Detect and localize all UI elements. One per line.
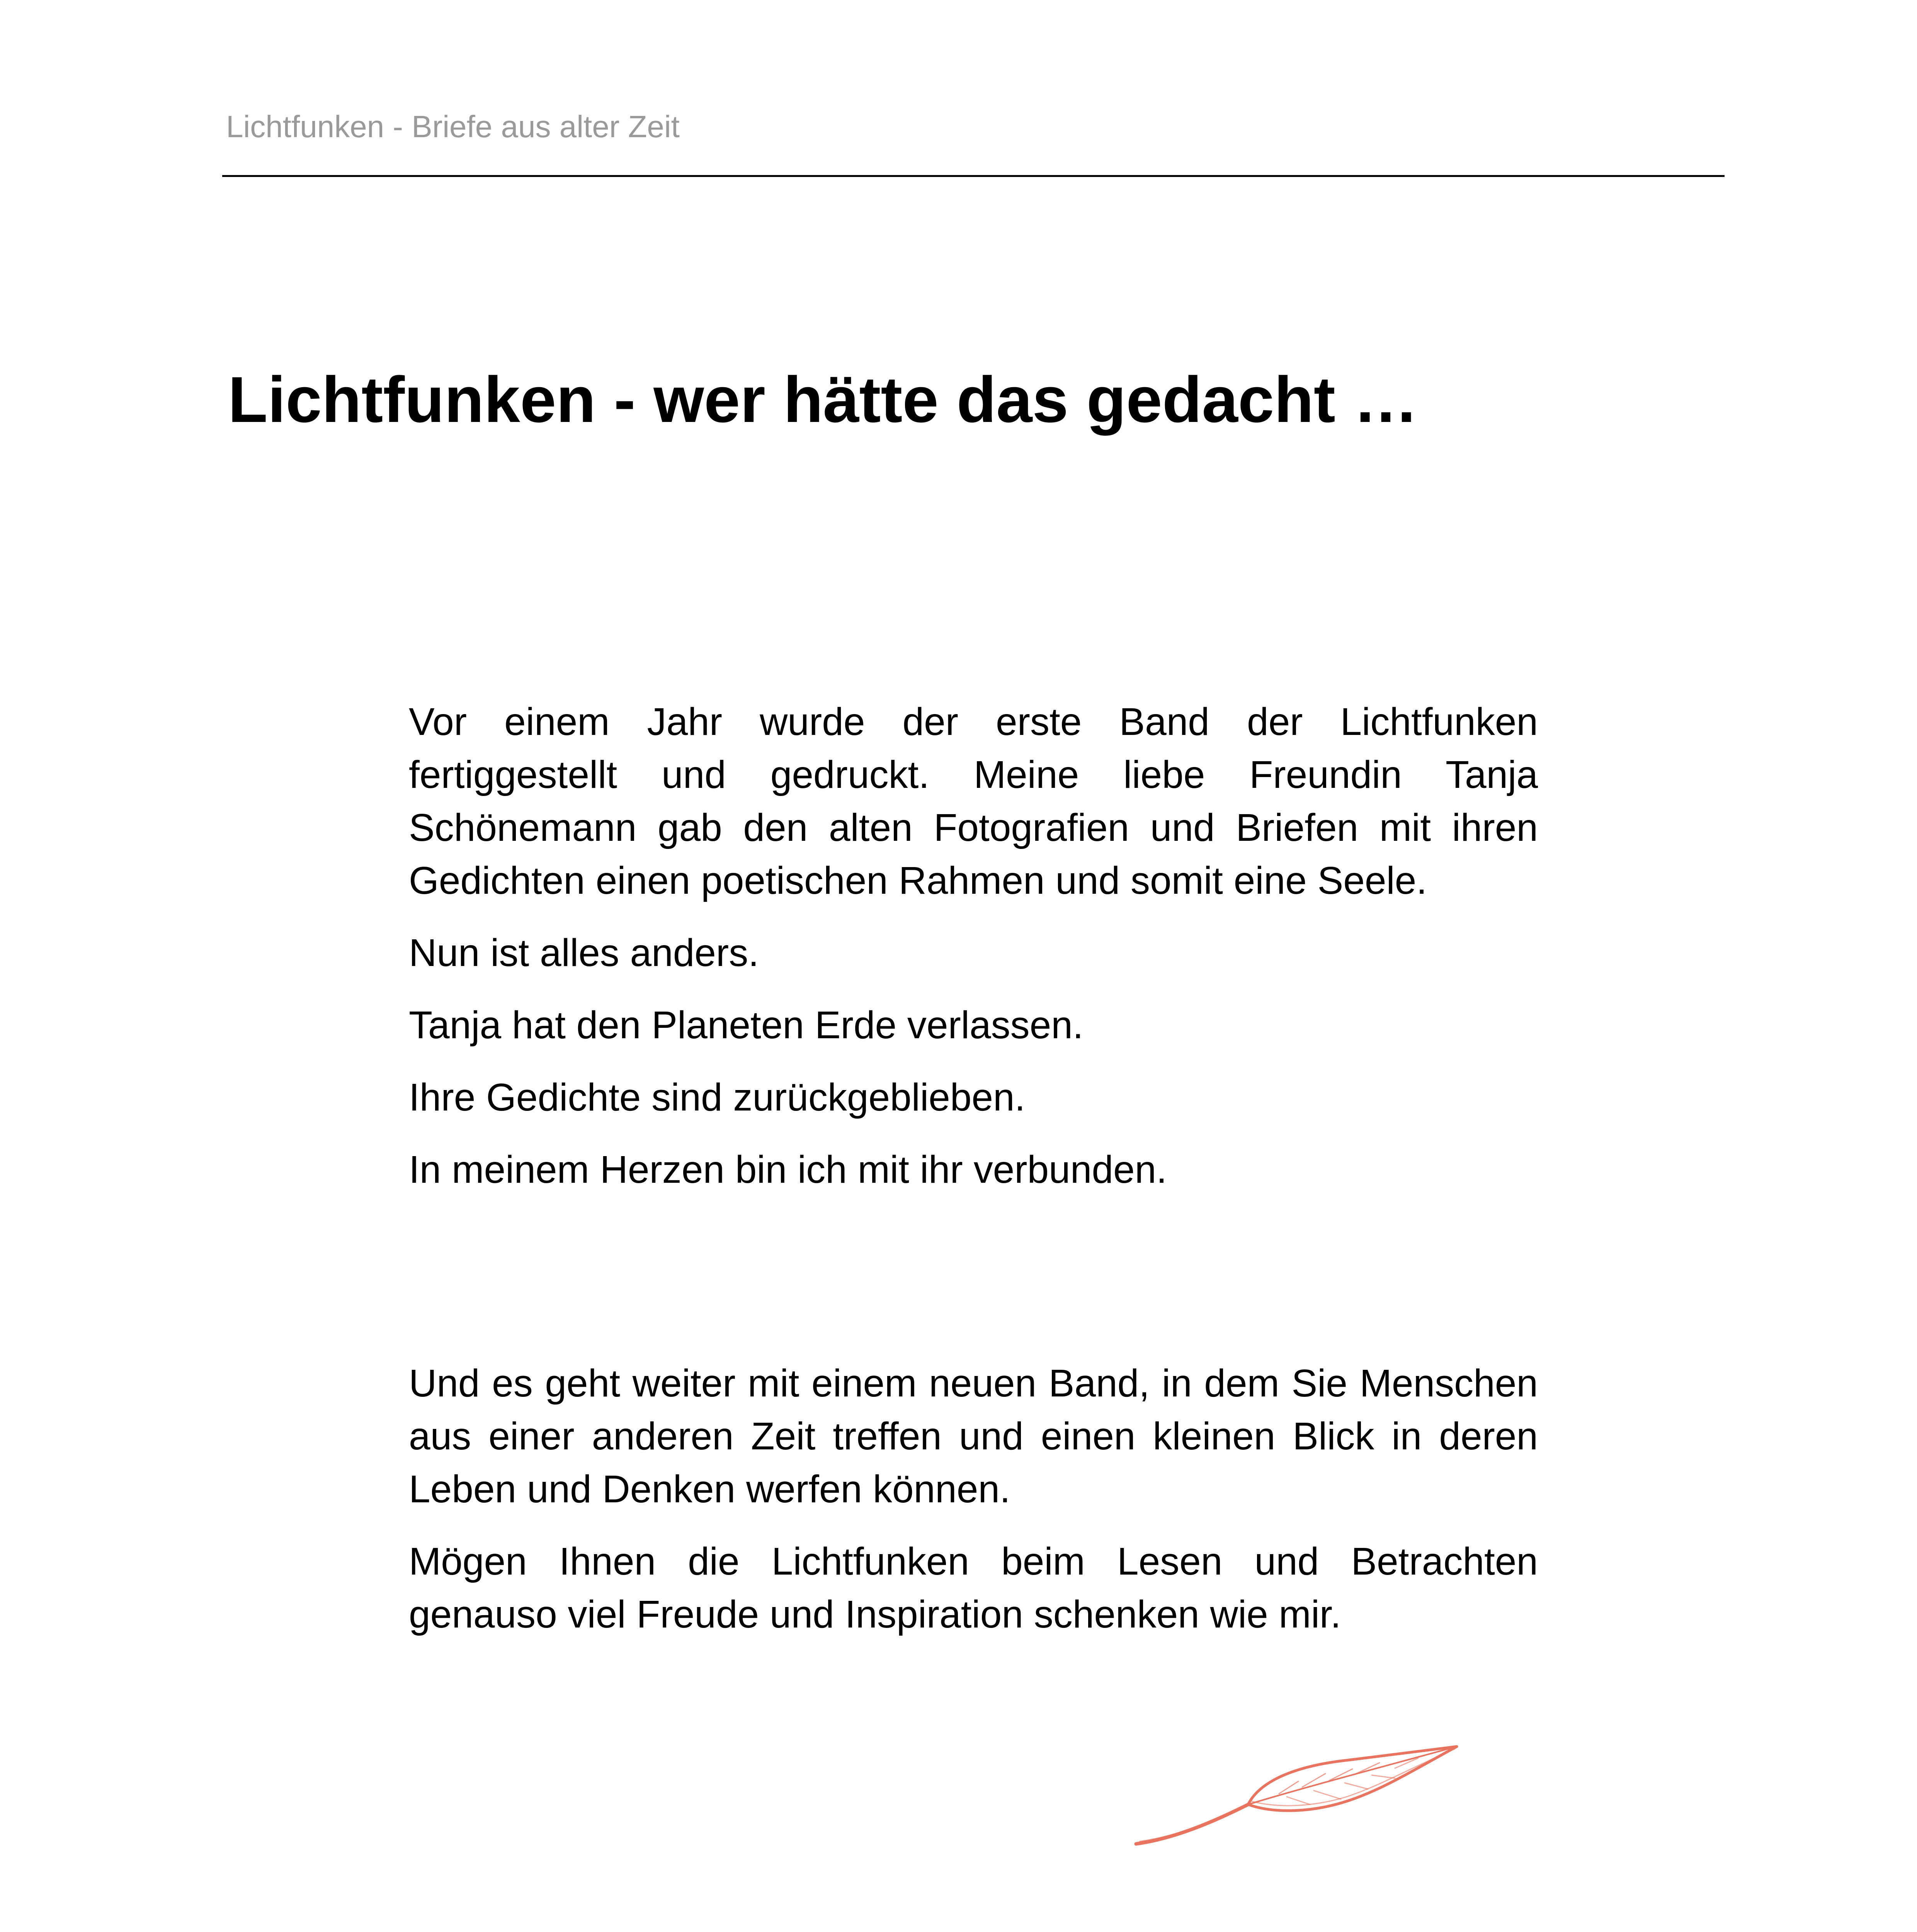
feather-leaf-icon	[1132, 1735, 1461, 1851]
running-header: Lichtfunken - Briefe aus alter Zeit	[226, 109, 680, 144]
paragraph: Tanja hat den Planeten Erde verlassen.	[409, 1003, 1084, 1047]
paragraph: Nun ist alles anders.	[409, 931, 759, 975]
text-block-outlook	[409, 1357, 1538, 1660]
paragraph: Mögen Ihnen die Lichtfunken beim Lesen und Betrachten genauso viel Freude und Inspiration schenken wie mir.	[409, 1540, 1538, 1636]
paragraph: Ihre Gedichte sind zurückgeblieben.	[409, 1076, 1026, 1119]
text-block-intro	[409, 696, 1538, 1216]
paragraph: In meinem Herzen bin ich mit ihr verbunden.	[409, 1148, 1167, 1191]
paragraph: Und es geht weiter mit einem neuen Band, in dem Sie Menschen aus einer anderen Zeit treffen und einen kleinen Blick in deren Leben und Denken werfen können.	[409, 1362, 1538, 1511]
paragraph: Vor einem Jahr wurde der erste Band der Lichtfunken fertiggestellt und gedruckt. Meine liebe Freundin Tanja Schönemann gab den alten Fotografien und Briefen mit ihren Gedichten einen poetischen Rahmen und somit eine Seele.	[409, 700, 1538, 902]
page-title: Lichtfunken - wer hätte das gedacht …	[228, 363, 1419, 436]
header-divider	[222, 175, 1725, 177]
